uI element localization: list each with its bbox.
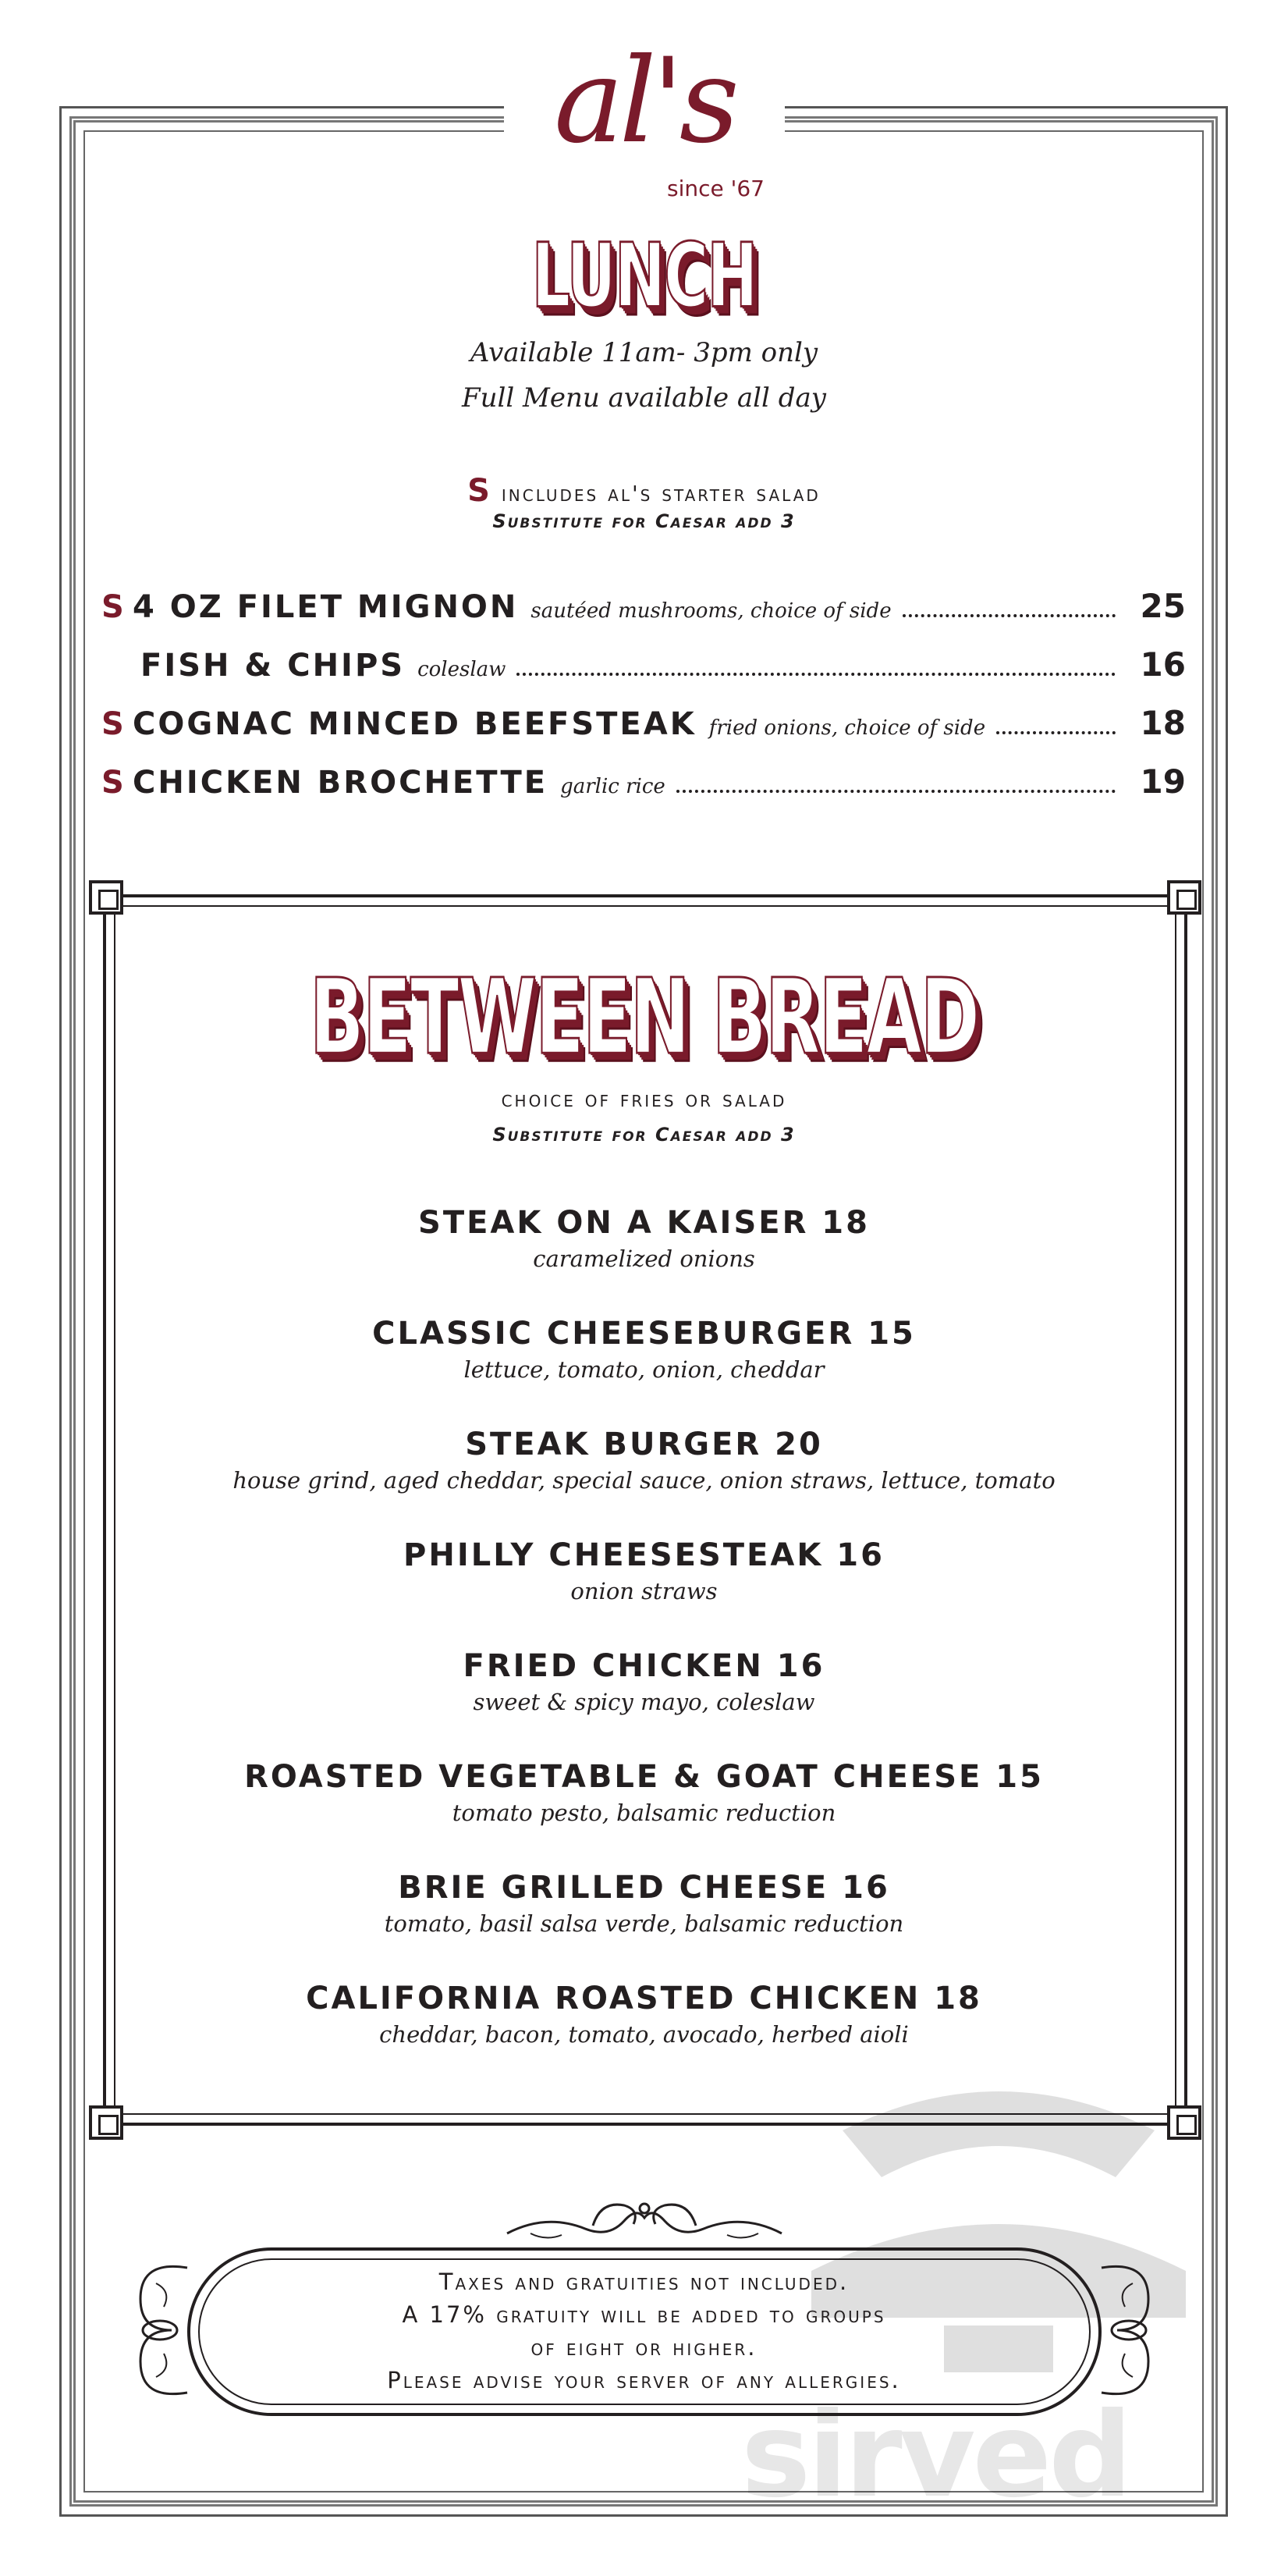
lunch-item xyxy=(101,587,1186,627)
disclaimer-line: Taxes and gratuities not included. xyxy=(438,2269,850,2295)
lunch-title: LUNCH xyxy=(531,226,757,329)
sandwich-name: CALIFORNIA ROASTED CHICKEN 18 xyxy=(306,1981,982,2016)
sandwich-name: STEAK ON A KAISER 18 xyxy=(418,1205,870,1241)
lunch-item-name: CHICKEN BROCHETTE xyxy=(133,765,548,801)
sandwich-desc: onion straws xyxy=(570,1578,718,1604)
salad-mark-icon: S xyxy=(101,589,124,625)
sandwich-item xyxy=(0,1870,1288,1937)
sandwich-item xyxy=(0,1759,1288,1826)
sandwich-desc: cheddar, bacon, tomato, avocado, herbed aioli xyxy=(379,2021,909,2048)
sandwich-name: STEAK BURGER 20 xyxy=(465,1427,823,1462)
lunch-legend xyxy=(0,473,1288,509)
lunch-item-price: 25 xyxy=(1140,587,1186,625)
sandwich-item xyxy=(0,1537,1288,1604)
salad-mark-icon: S xyxy=(101,765,124,801)
sandwich-desc: lettuce, tomato, onion, cheddar xyxy=(463,1356,825,1383)
salad-mark-icon: S xyxy=(101,706,124,742)
leader-dots xyxy=(516,673,1116,676)
sandwich-desc: tomato, basil salsa verde, balsamic reduction xyxy=(384,1910,904,1937)
lunch-item-desc: sautéed mushrooms, choice of side xyxy=(530,599,892,623)
sandwich-name: FRIED CHICKEN 16 xyxy=(463,1648,825,1684)
lunch-item xyxy=(101,704,1186,744)
watermark-text: sirved xyxy=(741,2388,1130,2524)
lunch-availability-line2: Full Menu available all day xyxy=(462,382,826,414)
between-bread-subtitle: choice of fries or salad xyxy=(501,1086,787,1112)
sandwich-desc: tomato pesto, balsamic reduction xyxy=(452,1800,836,1826)
frame-corner-ornament xyxy=(1167,880,1201,915)
sandwich-name: ROASTED VEGETABLE & GOAT CHEESE 15 xyxy=(244,1759,1044,1795)
sandwich-desc: house grind, aged cheddar, special sauce, onion straws, lettuce, tomato xyxy=(232,1467,1056,1494)
lunch-item-desc: coleslaw xyxy=(417,658,506,681)
disclaimer-line: A 17% gratuity will be added to groups xyxy=(402,2301,886,2328)
lunch-legend-text: includes al's starter salad xyxy=(501,481,821,506)
lunch-availability-line1: Available 11am- 3pm only xyxy=(470,337,818,368)
salad-mark-icon: S xyxy=(467,473,492,509)
lunch-item-desc: fried onions, choice of side xyxy=(708,716,986,740)
lunch-item-name: FISH & CHIPS xyxy=(140,648,406,684)
between-bread-subtitle2: Substitute for Caesar add 3 xyxy=(492,1124,796,1146)
between-bread-title: BETWEEN BREAD xyxy=(309,956,979,1078)
sandwich-name: CLASSIC CHEESEBURGER 15 xyxy=(372,1316,916,1352)
lunch-item-price: 16 xyxy=(1140,645,1186,684)
sandwich-desc: caramelized onions xyxy=(533,1245,755,1272)
sandwich-item xyxy=(0,1316,1288,1383)
leader-dots xyxy=(676,790,1116,793)
frame-corner-ornament xyxy=(89,2105,123,2140)
lunch-item-price: 19 xyxy=(1140,762,1186,801)
brand-logo xyxy=(504,34,785,215)
sandwich-item xyxy=(0,1648,1288,1715)
logo-since: since '67 xyxy=(667,176,765,201)
lunch-item-name: COGNAC MINCED BEEFSTEAK xyxy=(133,706,697,742)
logo-script: al's xyxy=(554,34,735,169)
lunch-item xyxy=(101,645,1186,686)
sandwich-name: PHILLY CHEESESTEAK 16 xyxy=(403,1537,885,1573)
leader-dots xyxy=(996,731,1116,734)
flourish-ornament-icon xyxy=(499,2190,789,2246)
sandwich-desc: sweet & spicy mayo, coleslaw xyxy=(473,1689,815,1715)
sandwich-item xyxy=(0,1205,1288,1272)
lunch-item-price: 18 xyxy=(1140,704,1186,742)
sandwich-item xyxy=(0,1981,1288,2048)
frame-corner-ornament xyxy=(89,880,123,915)
lunch-item-name: 4 OZ FILET MIGNON xyxy=(133,589,519,625)
between-bread-frame xyxy=(103,894,1187,2126)
lunch-item-desc: garlic rice xyxy=(560,775,665,798)
leader-dots xyxy=(903,614,1116,617)
lunch-item xyxy=(101,762,1186,803)
sandwich-item xyxy=(0,1427,1288,1494)
disclaimer-line: of eight or higher. xyxy=(530,2334,758,2361)
sandwich-name: BRIE GRILLED CHEESE 16 xyxy=(398,1870,890,1906)
lunch-legend-sub: Substitute for Caesar add 3 xyxy=(492,510,796,532)
disclaimer-line: Please advise your server of any allergies. xyxy=(387,2367,901,2393)
